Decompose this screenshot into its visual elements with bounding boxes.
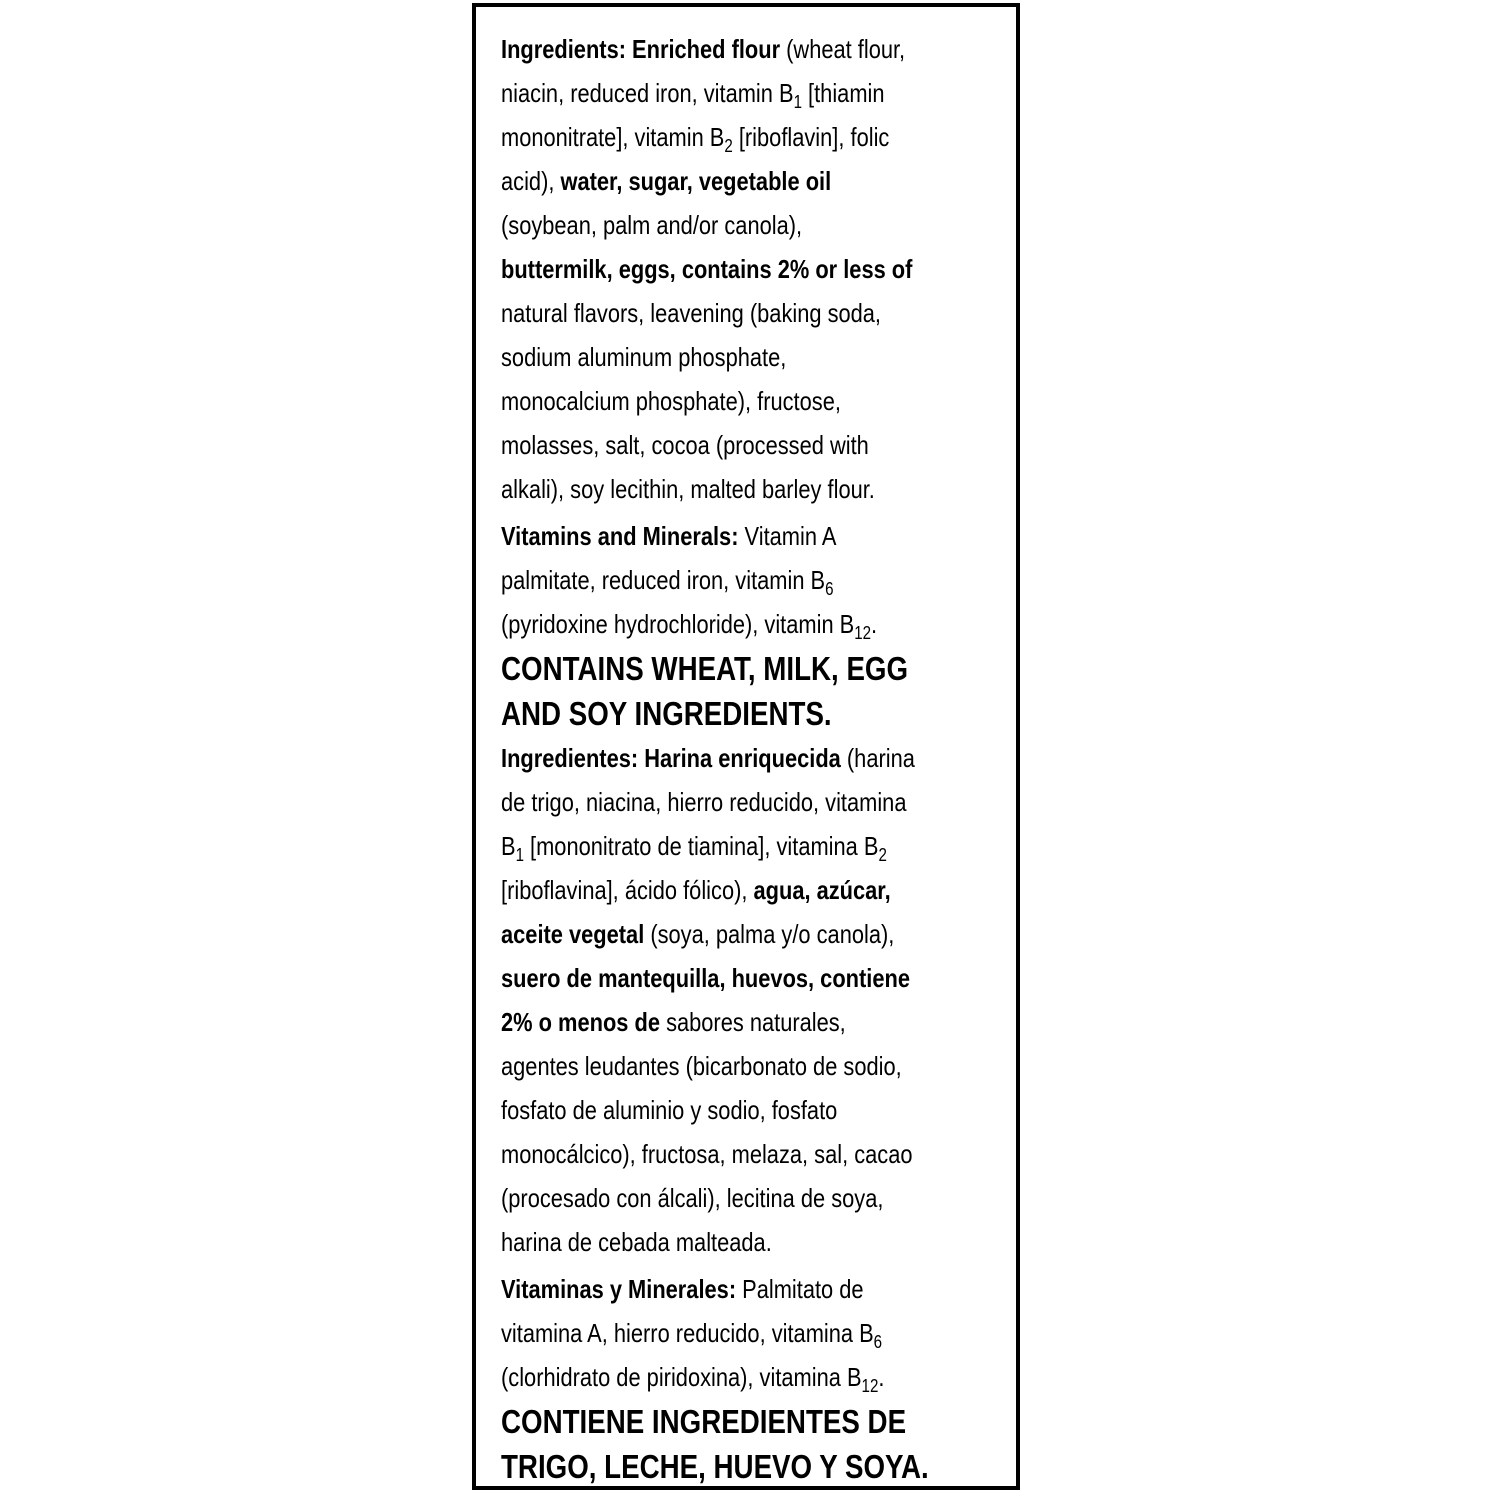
text-segment: [thiamin bbox=[801, 78, 885, 108]
text-line bbox=[501, 159, 1006, 203]
subscript: 2 bbox=[724, 136, 733, 156]
subscript: 12 bbox=[854, 623, 872, 643]
subscript: 1 bbox=[515, 845, 524, 865]
text-segment: (pyridoxine hydrochloride), vitamin B bbox=[501, 609, 855, 639]
spanish-vitamins-paragraph bbox=[501, 1267, 1006, 1399]
text-line bbox=[501, 1000, 1006, 1044]
text-segment: . bbox=[878, 1362, 885, 1392]
text-segment: mononitrate], vitamin B bbox=[501, 122, 725, 152]
bold-text: agua, azúcar, bbox=[753, 875, 891, 905]
text-segment: Vitamin A bbox=[738, 521, 837, 551]
text-line bbox=[501, 335, 1006, 379]
text-line bbox=[501, 467, 1006, 511]
text-segment: acid), bbox=[501, 166, 561, 196]
text-line bbox=[501, 1176, 1006, 1220]
text-line bbox=[501, 379, 1006, 423]
text-line bbox=[501, 558, 1006, 602]
bold-text: Vitamins and Minerals: bbox=[501, 521, 739, 551]
text-segment: sabores naturales, bbox=[659, 1007, 846, 1037]
text-segment: (clorhidrato de piridoxina), vitamina B bbox=[501, 1362, 862, 1392]
allergen-line: CONTAINS WHEAT, MILK, EGG bbox=[501, 650, 909, 687]
text-segment: de trigo, niacina, hierro reducido, vitamina bbox=[501, 787, 907, 817]
text-segment: (soybean, palm and/or canola), bbox=[501, 210, 803, 240]
text-segment: [riboflavin], folic bbox=[732, 122, 890, 152]
bold-text: 2% o menos de bbox=[501, 1007, 660, 1037]
text-line bbox=[501, 912, 1006, 956]
text-line bbox=[501, 423, 1006, 467]
english-allergen-statement bbox=[501, 646, 1006, 736]
text-segment: . bbox=[871, 609, 878, 639]
english-vitamins-paragraph bbox=[501, 514, 1006, 646]
text-segment: (soya, palma y/o canola), bbox=[644, 919, 895, 949]
allergen-line: TRIGO, LECHE, HUEVO Y SOYA. bbox=[501, 1448, 929, 1485]
bold-text: water, sugar, vegetable oil bbox=[560, 166, 832, 196]
text-segment: [mononitrato de tiamina], vitamina B bbox=[523, 831, 879, 861]
text-segment: [riboflavina], ácido fólico), bbox=[501, 875, 754, 905]
text-segment: (procesado con álcali), lecitina de soya, bbox=[501, 1183, 884, 1213]
text-segment: sodium aluminum phosphate, bbox=[501, 342, 787, 372]
text-line bbox=[501, 1311, 1006, 1355]
text-line bbox=[501, 291, 1006, 335]
text-segment: (harina bbox=[840, 743, 915, 773]
text-line bbox=[501, 1044, 1006, 1088]
text-line bbox=[501, 824, 1006, 868]
spanish-allergen-statement bbox=[501, 1399, 1006, 1489]
subscript: 6 bbox=[825, 579, 834, 599]
spanish-ingredients-paragraph bbox=[501, 736, 1006, 1264]
bold-text: buttermilk, eggs, contains 2% or less of bbox=[501, 254, 913, 284]
allergen-line: AND SOY INGREDIENTS. bbox=[501, 695, 832, 732]
subscript: 1 bbox=[793, 92, 802, 112]
text-segment: harina de cebada malteada. bbox=[501, 1227, 772, 1257]
text-segment: molasses, salt, cocoa (processed with bbox=[501, 430, 869, 460]
bold-text: suero de mantequilla, huevos, contiene bbox=[501, 963, 910, 993]
text-segment: agentes leudantes (bicarbonato de sodio, bbox=[501, 1051, 902, 1081]
text-segment: natural flavors, leavening (baking soda, bbox=[501, 298, 882, 328]
label-text-block bbox=[501, 27, 1006, 1489]
subscript: 12 bbox=[861, 1376, 879, 1396]
bold-text: Ingredients: Enriched flour bbox=[501, 34, 781, 64]
text-line bbox=[501, 780, 1006, 824]
text-segment: alkali), soy lecithin, malted barley flour. bbox=[501, 474, 875, 504]
text-line bbox=[501, 27, 1006, 71]
text-line bbox=[501, 1132, 1006, 1176]
bold-text: Ingredientes: Harina enriquecida bbox=[501, 743, 841, 773]
text-segment: monocálcico), fructosa, melaza, sal, cacao bbox=[501, 1139, 913, 1169]
text-segment: monocalcium phosphate), fructose, bbox=[501, 386, 841, 416]
text-line bbox=[501, 868, 1006, 912]
text-segment: vitamina A, hierro reducido, vitamina B bbox=[501, 1318, 874, 1348]
allergen-line: CONTIENE INGREDIENTES DE bbox=[501, 1403, 907, 1440]
text-line bbox=[501, 115, 1006, 159]
subscript: 2 bbox=[878, 845, 887, 865]
text-line bbox=[501, 1088, 1006, 1132]
text-line bbox=[501, 514, 1006, 558]
text-segment: (wheat flour, bbox=[780, 34, 906, 64]
bold-text: aceite vegetal bbox=[501, 919, 645, 949]
text-segment: B bbox=[501, 831, 516, 861]
bold-text: Vitaminas y Minerales: bbox=[501, 1274, 737, 1304]
text-segment: palmitate, reduced iron, vitamin B bbox=[501, 565, 826, 595]
text-line bbox=[501, 1220, 1006, 1264]
text-line bbox=[501, 602, 1006, 646]
text-line bbox=[501, 1355, 1006, 1399]
subscript: 6 bbox=[873, 1332, 883, 1352]
english-ingredients-paragraph bbox=[501, 27, 1006, 511]
text-line bbox=[501, 736, 1006, 780]
text-segment: niacin, reduced iron, vitamin B bbox=[501, 78, 794, 108]
text-line bbox=[501, 71, 1006, 115]
text-segment: Palmitato de bbox=[736, 1274, 864, 1304]
text-line bbox=[501, 247, 1006, 291]
text-line bbox=[501, 1267, 1006, 1311]
text-segment: fosfato de aluminio y sodio, fosfato bbox=[501, 1095, 838, 1125]
text-line bbox=[501, 203, 1006, 247]
ingredients-label-panel bbox=[472, 3, 1020, 1490]
text-line bbox=[501, 956, 1006, 1000]
